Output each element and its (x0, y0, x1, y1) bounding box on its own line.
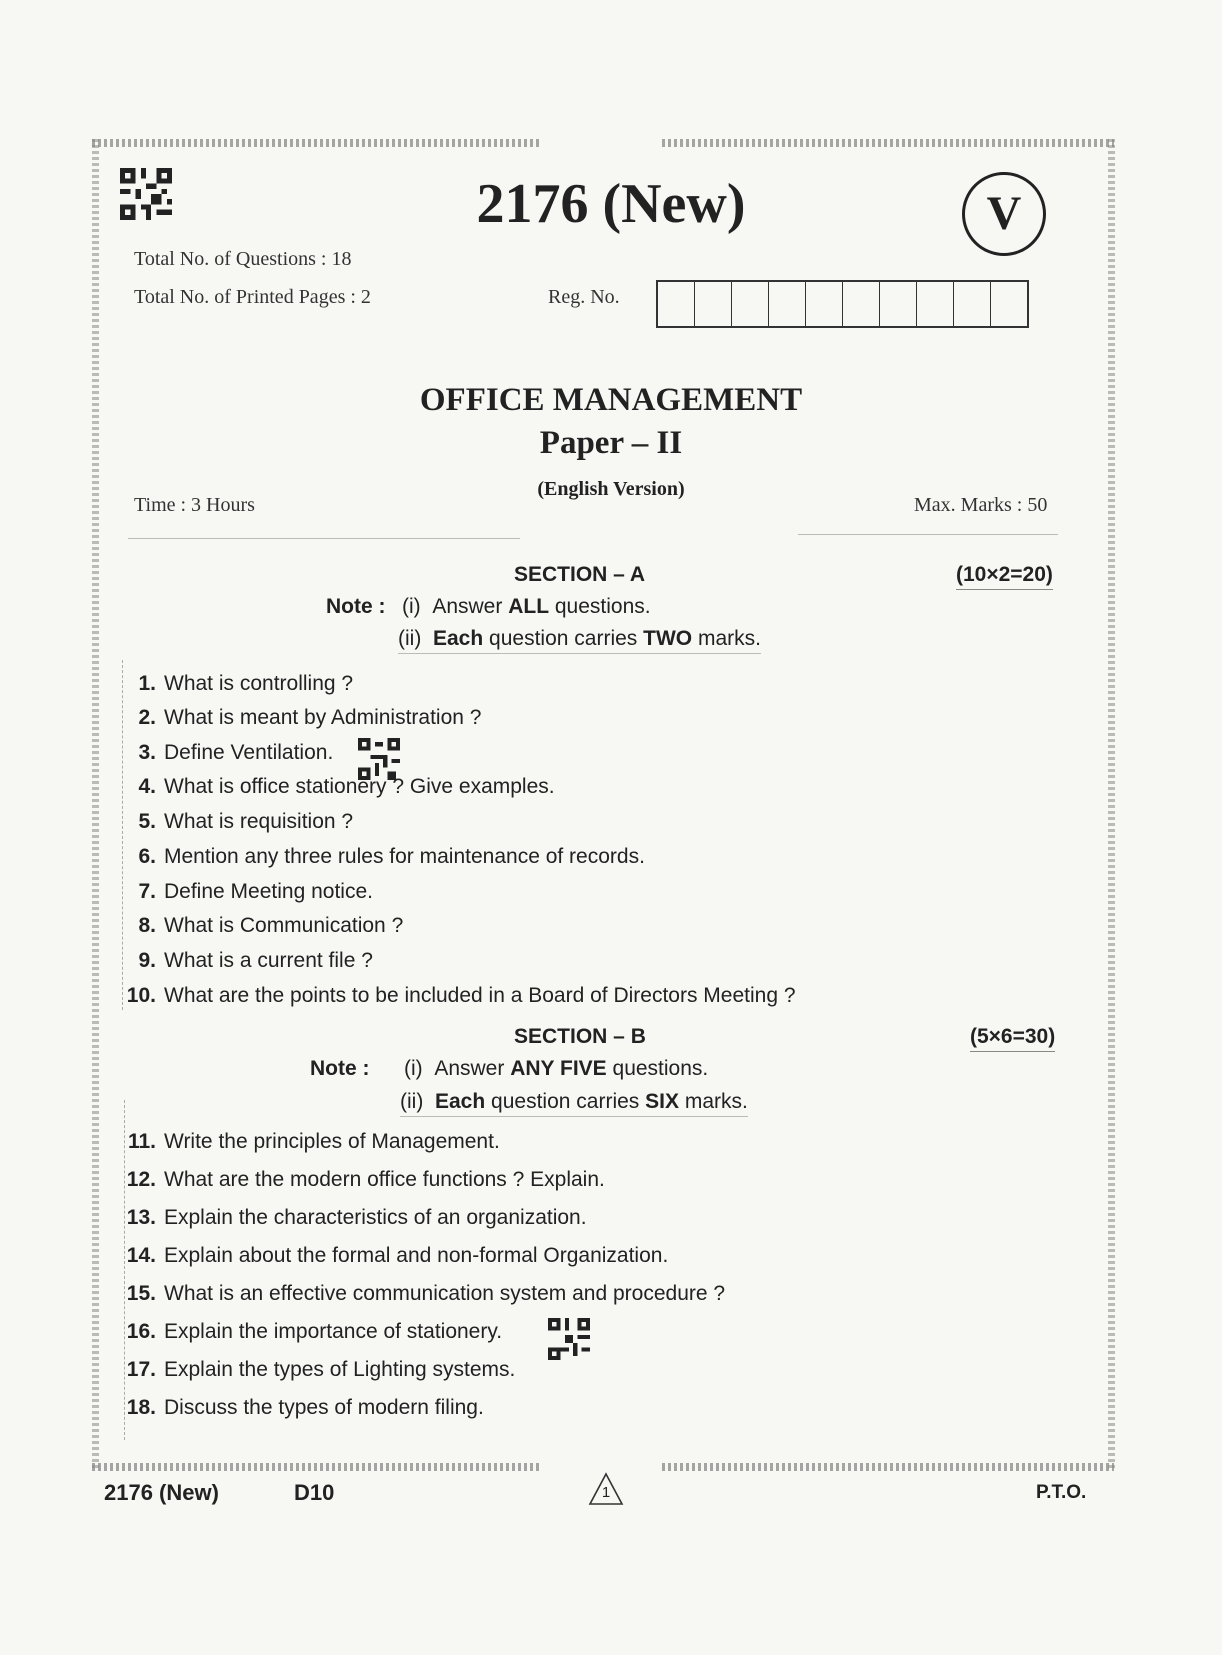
question-item: 14. Explain about the formal and non-formal Organization. (126, 1244, 669, 1267)
right-border (1108, 139, 1115, 1471)
question-item: 7. Define Meeting notice. (138, 880, 373, 903)
divider-right (798, 534, 1058, 535)
paper-code: 2176 (New) (476, 173, 746, 235)
section-a-marks: (10×2=20) (956, 563, 1053, 590)
question-item: 4. What is office stationery ? Give examples. (138, 775, 555, 798)
total-pages: Total No. of Printed Pages : 2 (134, 286, 371, 308)
section-a-note-label: Note : (326, 595, 386, 618)
left-border (92, 139, 99, 1471)
section-b-marks: (5×6=30) (970, 1025, 1055, 1052)
question-item: 2. What is meant by Administration ? (138, 706, 482, 729)
language-version: (English Version) (537, 478, 685, 500)
total-questions: Total No. of Questions : 18 (134, 248, 352, 270)
question-item: 15. What is an effective communication system and procedure ? (126, 1282, 726, 1305)
section-b-note-1: (i) Answer ANY FIVE questions. (404, 1057, 709, 1080)
question-item: 5. What is requisition ? (138, 810, 354, 833)
question-item: 1. What is controlling ? (138, 672, 354, 695)
qr-code-icon (548, 1318, 590, 1360)
question-item: 3. Define Ventilation. (138, 741, 334, 764)
page-number-triangle-icon (588, 1472, 624, 1506)
section-b-note-label: Note : (310, 1057, 370, 1080)
question-item: 13. Explain the characteristics of an organization. (126, 1206, 587, 1229)
section-b-note-2: (ii) Each question carries SIX marks. (400, 1090, 748, 1117)
section-a-note-2: (ii) Each question carries TWO marks. (398, 627, 761, 654)
question-item: 17. Explain the types of Lighting systems. (126, 1358, 516, 1381)
footer-set-code: D10 (294, 1480, 335, 1505)
question-item: 9. What is a current file ? (138, 949, 373, 972)
pto-label: P.T.O. (1036, 1482, 1087, 1503)
section-b-title: SECTION – B (514, 1025, 646, 1048)
question-item: 18. Discuss the types of modern filing. (126, 1396, 484, 1419)
qr-code-icon (358, 738, 400, 780)
exam-time: Time : 3 Hours (134, 494, 255, 516)
question-item: 8. What is Communication ? (138, 914, 404, 937)
footer-paper-code: 2176 (New) (104, 1480, 219, 1505)
top-border-gap (540, 136, 662, 150)
max-marks: Max. Marks : 50 (914, 494, 1048, 516)
question-item: 10. What are the points to be included in a Board of Directors Meeting ? (126, 984, 796, 1007)
page-number: 1 (601, 1484, 611, 1501)
reg-no-label: Reg. No. (548, 286, 620, 308)
reg-no-boxes[interactable] (656, 280, 1029, 328)
paper-number: Paper – II (539, 425, 683, 461)
section-a-title: SECTION – A (514, 563, 646, 586)
question-item: 11. Write the principles of Management. (127, 1130, 500, 1153)
divider-left (128, 538, 520, 539)
section-a-note-1: (i) Answer ALL questions. (402, 595, 651, 618)
question-item: 6. Mention any three rules for maintenance of records. (138, 845, 645, 868)
question-item: 12. What are the modern office functions ? Explain. (126, 1168, 605, 1191)
subject-title: OFFICE MANAGEMENT (419, 382, 803, 418)
series-badge: V (962, 172, 1046, 256)
question-item: 16. Explain the importance of stationery. (126, 1320, 503, 1343)
